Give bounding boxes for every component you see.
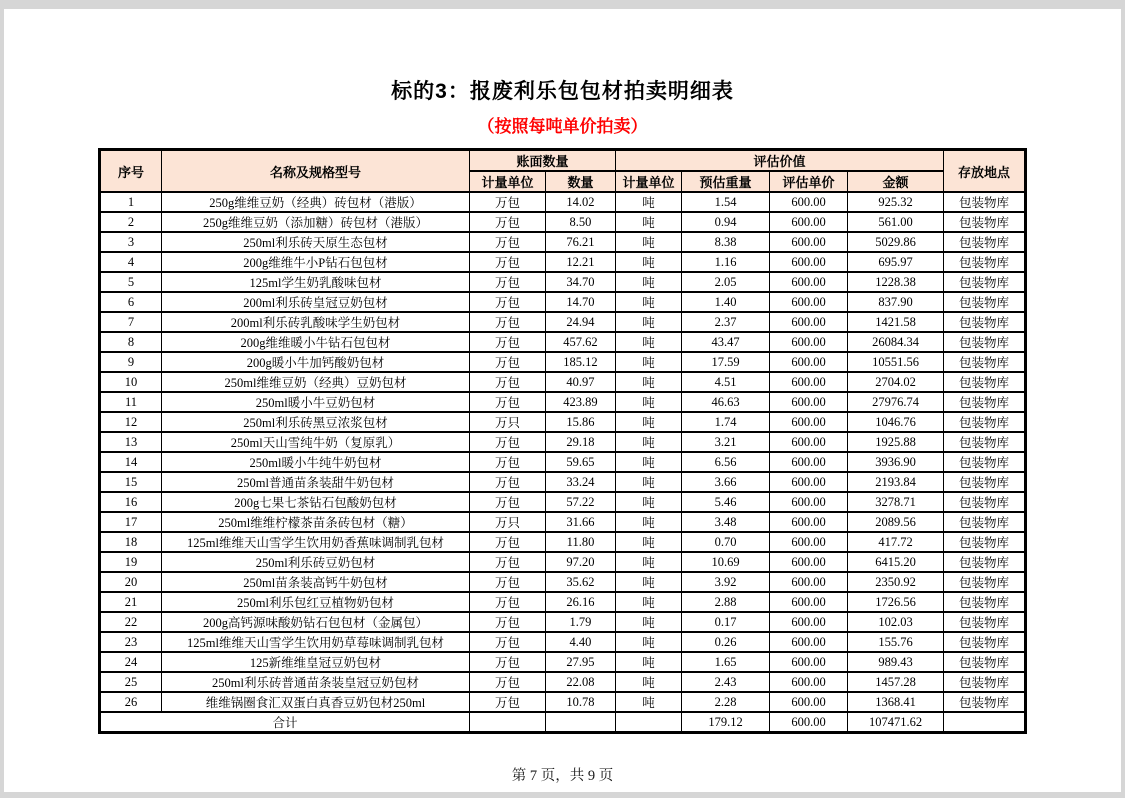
location-cell: 包装物库 [944,512,1026,532]
eval-price-cell: 600.00 [770,292,848,312]
eval-price-cell: 600.00 [770,632,848,652]
book-qty-cell: 423.89 [545,392,615,412]
eval-price-cell: 600.00 [770,272,848,292]
book-qty-cell: 27.95 [545,652,615,672]
seq-cell: 5 [99,272,161,292]
table-row [99,372,1025,392]
book-qty-cell: 11.80 [545,532,615,552]
book-qty-cell: 34.70 [545,272,615,292]
table-row [99,432,1025,452]
column-header-location: 存放地点 [944,150,1026,193]
amount-cell: 3936.90 [848,452,944,472]
seq-cell: 23 [99,632,161,652]
eval-unit-cell: 吨 [616,692,682,712]
eval-unit-cell: 吨 [616,192,682,212]
page-subtitle: （按照每吨单价拍卖） [477,117,648,136]
table-row [99,672,1025,692]
book-unit-cell: 万包 [469,212,545,232]
eval-unit-cell: 吨 [616,372,682,392]
eval-unit-cell: 吨 [616,492,682,512]
eval-price-cell: 600.00 [770,392,848,412]
book-qty-cell: 1.79 [545,612,615,632]
eval-price-cell: 600.00 [770,652,848,672]
est-weight-cell: 3.48 [682,512,770,532]
total-eval-price-cell: 600.00 [770,712,848,733]
book-unit-cell: 万包 [469,612,545,632]
book-qty-cell: 4.40 [545,632,615,652]
page-title: 标的3：报废利乐包包材拍卖明细表 [391,80,734,103]
seq-cell: 8 [99,332,161,352]
table-header [99,150,1025,193]
book-qty-cell: 57.22 [545,492,615,512]
location-cell: 包装物库 [944,252,1026,272]
location-cell: 包装物库 [944,612,1026,632]
location-cell: 包装物库 [944,492,1026,512]
seq-cell: 10 [99,372,161,392]
seq-cell: 7 [99,312,161,332]
book-unit-cell: 万包 [469,272,545,292]
est-weight-cell: 1.54 [682,192,770,212]
seq-cell: 4 [99,252,161,272]
eval-unit-cell: 吨 [616,332,682,352]
table-row [99,492,1025,512]
table-total-section [99,712,1025,733]
seq-cell: 11 [99,392,161,412]
book-unit-cell: 万包 [469,312,545,332]
eval-unit-cell: 吨 [616,392,682,412]
seq-cell: 26 [99,692,161,712]
name-cell: 200g维维牛小P钻石包包材 [161,252,469,272]
eval-unit-cell: 吨 [616,672,682,692]
book-unit-cell: 万包 [469,632,545,652]
book-unit-cell: 万包 [469,332,545,352]
est-weight-cell: 0.26 [682,632,770,652]
table-row [99,452,1025,472]
eval-unit-cell: 吨 [616,452,682,472]
table-row [99,412,1025,432]
book-qty-cell: 15.86 [545,412,615,432]
name-cell: 200g高钙源味酸奶钻石包包材（金属包） [161,612,469,632]
eval-unit-cell: 吨 [616,312,682,332]
location-cell: 包装物库 [944,452,1026,472]
amount-cell: 837.90 [848,292,944,312]
total-book-qty-cell [545,712,615,733]
amount-cell: 10551.56 [848,352,944,372]
eval-unit-cell: 吨 [616,612,682,632]
location-cell: 包装物库 [944,352,1026,372]
eval-unit-cell: 吨 [616,512,682,532]
book-qty-cell: 10.78 [545,692,615,712]
amount-cell: 417.72 [848,532,944,552]
auction-detail-table [98,148,1027,734]
column-group-eval-value: 评估价值 [616,150,944,172]
eval-price-cell: 600.00 [770,552,848,572]
table-body [99,192,1025,712]
table-row [99,292,1025,312]
table-row [99,652,1025,672]
book-unit-cell: 万包 [469,532,545,552]
eval-unit-cell: 吨 [616,632,682,652]
eval-price-cell: 600.00 [770,612,848,632]
book-qty-cell: 14.02 [545,192,615,212]
eval-unit-cell: 吨 [616,572,682,592]
book-unit-cell: 万包 [469,492,545,512]
amount-cell: 1925.88 [848,432,944,452]
table-row [99,512,1025,532]
name-cell: 250ml利乐砖豆奶包材 [161,552,469,572]
est-weight-cell: 0.70 [682,532,770,552]
name-cell: 250ml苗条装高钙牛奶包材 [161,572,469,592]
name-cell: 250ml天山雪纯牛奶（复原乳） [161,432,469,452]
seq-cell: 12 [99,412,161,432]
name-cell: 维维锅圈食汇双蛋白真香豆奶包材250ml [161,692,469,712]
table-row [99,612,1025,632]
book-unit-cell: 万包 [469,652,545,672]
book-unit-cell: 万包 [469,232,545,252]
eval-unit-cell: 吨 [616,252,682,272]
book-qty-cell: 29.18 [545,432,615,452]
seq-cell: 13 [99,432,161,452]
book-qty-cell: 24.94 [545,312,615,332]
book-qty-cell: 31.66 [545,512,615,532]
seq-cell: 16 [99,492,161,512]
book-qty-cell: 185.12 [545,352,615,372]
column-header-seq: 序号 [99,150,161,193]
amount-cell: 2350.92 [848,572,944,592]
amount-cell: 1046.76 [848,412,944,432]
table-row [99,192,1025,212]
eval-unit-cell: 吨 [616,552,682,572]
eval-price-cell: 600.00 [770,452,848,472]
name-cell: 200g维维暖小牛钻石包包材 [161,332,469,352]
total-row [99,712,1025,733]
book-unit-cell: 万包 [469,672,545,692]
est-weight-cell: 46.63 [682,392,770,412]
book-qty-cell: 76.21 [545,232,615,252]
book-unit-cell: 万包 [469,592,545,612]
column-header-book-qty: 数量 [545,171,615,192]
est-weight-cell: 10.69 [682,552,770,572]
location-cell: 包装物库 [944,472,1026,492]
eval-unit-cell: 吨 [616,412,682,432]
eval-price-cell: 600.00 [770,192,848,212]
est-weight-cell: 5.46 [682,492,770,512]
book-unit-cell: 万包 [469,252,545,272]
header-row-1 [99,150,1025,172]
est-weight-cell: 3.66 [682,472,770,492]
seq-cell: 22 [99,612,161,632]
table-row [99,592,1025,612]
document-page [4,9,1121,792]
eval-unit-cell: 吨 [616,592,682,612]
name-cell: 250ml维维柠檬茶苗条砖包材（糖） [161,512,469,532]
eval-unit-cell: 吨 [616,432,682,452]
amount-cell: 1228.38 [848,272,944,292]
amount-cell: 1421.58 [848,312,944,332]
seq-cell: 18 [99,532,161,552]
book-unit-cell: 万包 [469,392,545,412]
total-amount-cell: 107471.62 [848,712,944,733]
table-row [99,232,1025,252]
location-cell: 包装物库 [944,672,1026,692]
seq-cell: 2 [99,212,161,232]
amount-cell: 989.43 [848,652,944,672]
amount-cell: 102.03 [848,612,944,632]
eval-price-cell: 600.00 [770,512,848,532]
total-label-cell: 合计 [99,712,469,733]
seq-cell: 9 [99,352,161,372]
amount-cell: 5029.86 [848,232,944,252]
seq-cell: 3 [99,232,161,252]
eval-price-cell: 600.00 [770,332,848,352]
eval-price-cell: 600.00 [770,572,848,592]
book-unit-cell: 万包 [469,292,545,312]
eval-price-cell: 600.00 [770,672,848,692]
column-header-book-unit: 计量单位 [469,171,545,192]
table-row [99,392,1025,412]
amount-cell: 155.76 [848,632,944,652]
seq-cell: 24 [99,652,161,672]
seq-cell: 1 [99,192,161,212]
eval-unit-cell: 吨 [616,532,682,552]
seq-cell: 14 [99,452,161,472]
name-cell: 125新维维皇冠豆奶包材 [161,652,469,672]
location-cell: 包装物库 [944,592,1026,612]
table-row [99,552,1025,572]
name-cell: 200g七果七茶钻石包酸奶包材 [161,492,469,512]
name-cell: 250ml维维豆奶（经典）豆奶包材 [161,372,469,392]
amount-cell: 1457.28 [848,672,944,692]
location-cell: 包装物库 [944,312,1026,332]
amount-cell: 6415.20 [848,552,944,572]
location-cell: 包装物库 [944,212,1026,232]
est-weight-cell: 43.47 [682,332,770,352]
location-cell: 包装物库 [944,432,1026,452]
eval-price-cell: 600.00 [770,532,848,552]
location-cell: 包装物库 [944,692,1026,712]
book-unit-cell: 万包 [469,452,545,472]
column-header-eval-price: 评估单价 [770,171,848,192]
eval-price-cell: 600.00 [770,432,848,452]
est-weight-cell: 6.56 [682,452,770,472]
location-cell: 包装物库 [944,272,1026,292]
location-cell: 包装物库 [944,292,1026,312]
table-row [99,472,1025,492]
total-est-weight-cell: 179.12 [682,712,770,733]
column-header-amount: 金额 [848,171,944,192]
eval-price-cell: 600.00 [770,212,848,232]
column-header-eval-unit: 计量单位 [616,171,682,192]
seq-cell: 25 [99,672,161,692]
book-unit-cell: 万包 [469,432,545,452]
amount-cell: 26084.34 [848,332,944,352]
name-cell: 200ml利乐砖皇冠豆奶包材 [161,292,469,312]
seq-cell: 17 [99,512,161,532]
total-eval-unit-cell [616,712,682,733]
eval-unit-cell: 吨 [616,212,682,232]
amount-cell: 2704.02 [848,372,944,392]
table-row [99,332,1025,352]
table-row [99,272,1025,292]
column-group-book-qty: 账面数量 [469,150,615,172]
eval-price-cell: 600.00 [770,472,848,492]
eval-unit-cell: 吨 [616,652,682,672]
table-row [99,352,1025,372]
location-cell: 包装物库 [944,332,1026,352]
est-weight-cell: 2.05 [682,272,770,292]
table-row [99,632,1025,652]
book-unit-cell: 万包 [469,352,545,372]
location-cell: 包装物库 [944,192,1026,212]
name-cell: 125ml学生奶乳酸味包材 [161,272,469,292]
eval-unit-cell: 吨 [616,292,682,312]
location-cell: 包装物库 [944,652,1026,672]
book-unit-cell: 万包 [469,372,545,392]
amount-cell: 925.32 [848,192,944,212]
table-row [99,252,1025,272]
seq-cell: 19 [99,552,161,572]
name-cell: 250ml利乐砖黑豆浓浆包材 [161,412,469,432]
name-cell: 250ml暖小牛纯牛奶包材 [161,452,469,472]
location-cell: 包装物库 [944,392,1026,412]
book-qty-cell: 97.20 [545,552,615,572]
book-unit-cell: 万包 [469,552,545,572]
total-location-cell [944,712,1026,733]
location-cell: 包装物库 [944,572,1026,592]
name-cell: 200ml利乐砖乳酸味学生奶包材 [161,312,469,332]
amount-cell: 2193.84 [848,472,944,492]
est-weight-cell: 17.59 [682,352,770,372]
eval-unit-cell: 吨 [616,472,682,492]
book-unit-cell: 万包 [469,472,545,492]
eval-price-cell: 600.00 [770,492,848,512]
est-weight-cell: 1.65 [682,652,770,672]
table-row [99,692,1025,712]
table-row [99,572,1025,592]
location-cell: 包装物库 [944,632,1026,652]
est-weight-cell: 0.94 [682,212,770,232]
eval-unit-cell: 吨 [616,272,682,292]
est-weight-cell: 8.38 [682,232,770,252]
eval-unit-cell: 吨 [616,232,682,252]
book-unit-cell: 万只 [469,512,545,532]
name-cell: 250ml暖小牛豆奶包材 [161,392,469,412]
seq-cell: 21 [99,592,161,612]
book-qty-cell: 457.62 [545,332,615,352]
book-qty-cell: 12.21 [545,252,615,272]
amount-cell: 3278.71 [848,492,944,512]
page-footer: 第 7 页，共 9 页 [511,768,614,784]
location-cell: 包装物库 [944,232,1026,252]
est-weight-cell: 2.43 [682,672,770,692]
name-cell: 250ml利乐砖普通苗条装皇冠豆奶包材 [161,672,469,692]
name-cell: 250g维维豆奶（经典）砖包材（港版） [161,192,469,212]
amount-cell: 695.97 [848,252,944,272]
location-cell: 包装物库 [944,372,1026,392]
eval-price-cell: 600.00 [770,352,848,372]
book-unit-cell: 万包 [469,572,545,592]
est-weight-cell: 2.88 [682,592,770,612]
est-weight-cell: 2.37 [682,312,770,332]
amount-cell: 1368.41 [848,692,944,712]
book-unit-cell: 万只 [469,412,545,432]
location-cell: 包装物库 [944,552,1026,572]
eval-price-cell: 600.00 [770,232,848,252]
est-weight-cell: 4.51 [682,372,770,392]
name-cell: 125ml维维天山雪学生饮用奶香蕉味调制乳包材 [161,532,469,552]
book-qty-cell: 14.70 [545,292,615,312]
book-qty-cell: 8.50 [545,212,615,232]
table-row [99,532,1025,552]
name-cell: 250g维维豆奶（添加糖）砖包材（港版） [161,212,469,232]
amount-cell: 27976.74 [848,392,944,412]
column-header-est-weight: 预估重量 [682,171,770,192]
location-cell: 包装物库 [944,532,1026,552]
book-qty-cell: 59.65 [545,452,615,472]
total-book-unit-cell [469,712,545,733]
eval-price-cell: 600.00 [770,412,848,432]
column-header-name: 名称及规格型号 [161,150,469,193]
amount-cell: 2089.56 [848,512,944,532]
seq-cell: 6 [99,292,161,312]
eval-price-cell: 600.00 [770,692,848,712]
book-unit-cell: 万包 [469,692,545,712]
eval-price-cell: 600.00 [770,252,848,272]
est-weight-cell: 1.40 [682,292,770,312]
name-cell: 250ml普通苗条装甜牛奶包材 [161,472,469,492]
book-qty-cell: 35.62 [545,572,615,592]
table-row [99,312,1025,332]
est-weight-cell: 3.92 [682,572,770,592]
est-weight-cell: 0.17 [682,612,770,632]
book-qty-cell: 22.08 [545,672,615,692]
book-qty-cell: 33.24 [545,472,615,492]
est-weight-cell: 2.28 [682,692,770,712]
location-cell: 包装物库 [944,412,1026,432]
est-weight-cell: 1.16 [682,252,770,272]
est-weight-cell: 1.74 [682,412,770,432]
eval-price-cell: 600.00 [770,372,848,392]
est-weight-cell: 3.21 [682,432,770,452]
amount-cell: 561.00 [848,212,944,232]
name-cell: 250ml利乐砖天原生态包材 [161,232,469,252]
book-qty-cell: 26.16 [545,592,615,612]
eval-unit-cell: 吨 [616,352,682,372]
table-row [99,212,1025,232]
eval-price-cell: 600.00 [770,312,848,332]
seq-cell: 20 [99,572,161,592]
eval-price-cell: 600.00 [770,592,848,612]
name-cell: 250ml利乐包红豆植物奶包材 [161,592,469,612]
name-cell: 125ml维维天山雪学生饮用奶草莓味调制乳包材 [161,632,469,652]
amount-cell: 1726.56 [848,592,944,612]
name-cell: 200g暖小牛加钙酸奶包材 [161,352,469,372]
seq-cell: 15 [99,472,161,492]
book-qty-cell: 40.97 [545,372,615,392]
book-unit-cell: 万包 [469,192,545,212]
